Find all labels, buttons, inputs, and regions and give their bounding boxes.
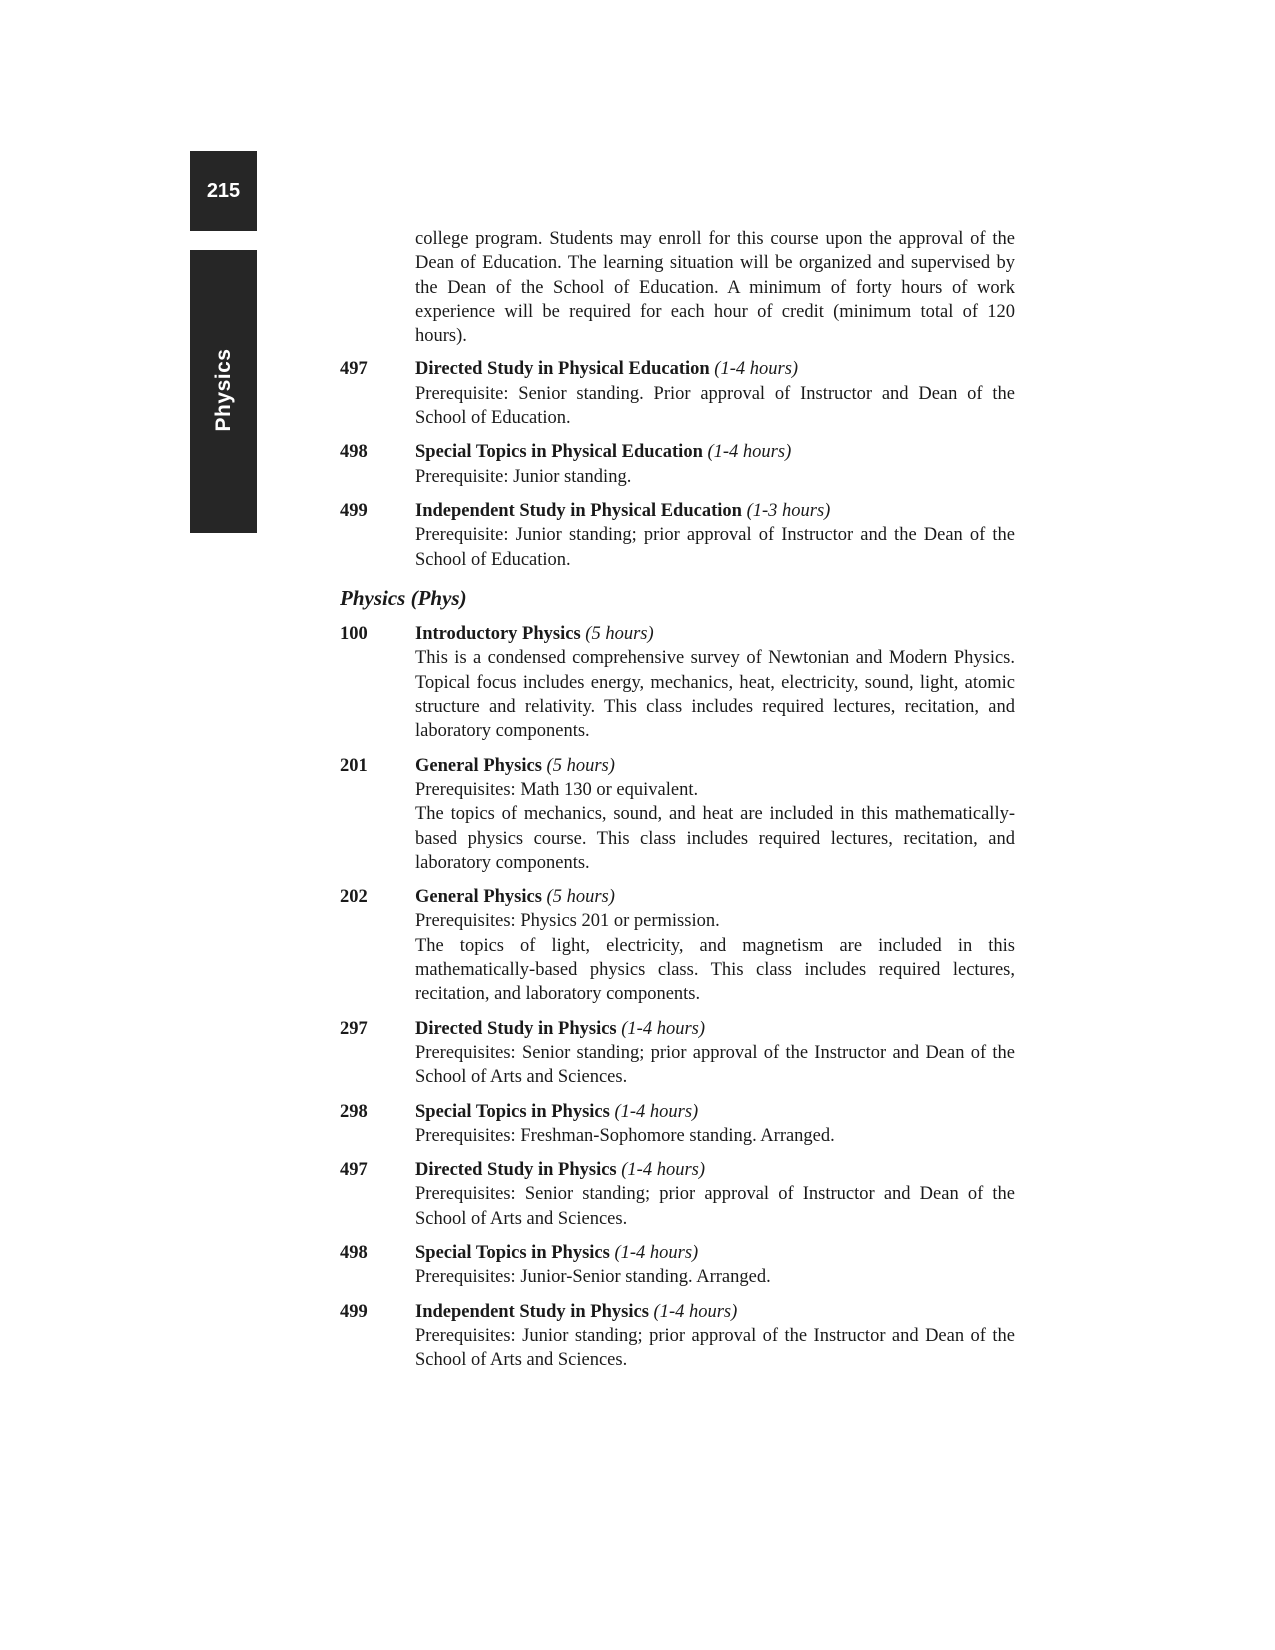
course-hours: (1-4 hours): [714, 359, 799, 380]
course-entry: [340, 499, 1015, 572]
course-title: Directed Study in Physics: [415, 1018, 617, 1039]
course-heading: [415, 499, 1015, 523]
course-number: 499: [340, 1301, 368, 1322]
course-number: 498: [340, 442, 368, 463]
course-description: Prerequisites: Junior standing; prior approval of the Instructor and Dean of the School of Arts and Sciences.: [415, 1325, 1015, 1371]
course-entry: [340, 1100, 1015, 1149]
course-title: Independent Study in Physical Education: [415, 500, 742, 521]
course-body: [415, 1017, 1015, 1090]
course-number: 498: [340, 1242, 368, 1263]
course-number: 499: [340, 500, 368, 521]
course-description: This is a condensed comprehensive survey of Newtonian and Modern Physics. Topical focus includes energy, mechanics, heat, electricity, sound, light, atomic structure and relativity. This class includes required lectures, recitation, and laboratory components.: [415, 648, 1015, 742]
course-entry: [340, 1241, 1015, 1290]
course-title: Special Topics in Physics: [415, 1242, 610, 1263]
course-entry: [340, 1158, 1015, 1231]
course-hours: (1-4 hours): [653, 1301, 738, 1322]
course-hours: (5 hours): [546, 887, 615, 908]
course-heading: [415, 440, 1015, 464]
course-title: Independent Study in Physics: [415, 1301, 649, 1322]
section-tab-label: Physics: [211, 348, 235, 432]
course-heading: [415, 1017, 1015, 1041]
course-body: [415, 499, 1015, 572]
course-body: [415, 440, 1015, 489]
course-description: Prerequisite: Junior standing; prior approval of Instructor and the Dean of the School of Education.: [415, 525, 1015, 570]
intro-paragraph: college program. Students may enroll for this course upon the approval of the Dean of Education. The learning situation will be organized and supervised by the Dean of the School of Education. A minimum of forty hours of work experience will be required for each hour of credit (minimum total of 120 hours).: [415, 229, 1015, 347]
course-entry: [340, 1017, 1015, 1090]
course-heading: [415, 885, 1015, 909]
course-number: 100: [340, 624, 368, 645]
course-description: Prerequisites: Math 130 or equivalent.: [415, 779, 699, 800]
course-entry: [340, 1300, 1015, 1373]
course-body: [415, 1158, 1015, 1231]
course-title: Directed Study in Physics: [415, 1160, 617, 1181]
course-body: [415, 1100, 1015, 1149]
course-heading: [415, 1241, 1015, 1265]
course-description: Prerequisites: Junior-Senior standing. Arranged.: [415, 1267, 771, 1288]
course-hours: (5 hours): [546, 755, 615, 776]
course-heading: [415, 357, 1015, 381]
course-description: The topics of light, electricity, and magnetism are included in this mathematically-based physics class. This class includes required lectures, recitation, and laboratory components.: [415, 935, 1015, 1005]
course-heading: [415, 622, 1015, 646]
course-title: Introductory Physics: [415, 624, 581, 645]
course-entry: [340, 440, 1015, 489]
course-number: 497: [340, 1160, 368, 1181]
course-description: Prerequisite: Junior standing.: [415, 466, 632, 487]
section-tab: [190, 250, 257, 533]
course-heading: [415, 1100, 1015, 1124]
course-body: [415, 754, 1015, 875]
course-body: [415, 357, 1015, 430]
course-title: Special Topics in Physics: [415, 1101, 610, 1122]
course-entry: [340, 885, 1015, 1006]
course-hours: (5 hours): [585, 624, 654, 645]
course-description: Prerequisites: Physics 201 or permission.: [415, 911, 720, 932]
page-number-tab: [190, 151, 257, 231]
course-hours: (1-3 hours): [746, 500, 831, 521]
course-hours: (1-4 hours): [614, 1242, 699, 1263]
course-description: Prerequisite: Senior standing. Prior approval of Instructor and Dean of the School of Education.: [415, 383, 1015, 429]
course-description: Prerequisites: Freshman-Sophomore standing. Arranged.: [415, 1125, 835, 1146]
course-number: 297: [340, 1018, 368, 1039]
section-heading: Physics (Phys): [340, 585, 467, 610]
course-heading: [415, 1158, 1015, 1182]
course-entry: [340, 357, 1015, 430]
course-hours: (1-4 hours): [621, 1160, 706, 1181]
course-title: Directed Study in Physical Education: [415, 359, 710, 380]
course-hours: (1-4 hours): [614, 1101, 699, 1122]
course-title: General Physics: [415, 887, 542, 908]
course-number: 201: [340, 755, 368, 776]
page-number: 215: [206, 179, 241, 202]
course-body: [415, 1300, 1015, 1373]
course-number: 298: [340, 1101, 368, 1122]
course-hours: (1-4 hours): [707, 442, 792, 463]
course-title: Special Topics in Physical Education: [415, 442, 703, 463]
course-description: Prerequisites: Senior standing; prior approval of Instructor and Dean of the School of Arts and Sciences.: [415, 1184, 1015, 1229]
physics-course-list: [340, 622, 1015, 1372]
course-description: Prerequisites: Senior standing; prior approval of the Instructor and Dean of the School of Arts and Sciences.: [415, 1042, 1015, 1088]
course-number: 497: [340, 359, 368, 380]
course-heading: [415, 1300, 1015, 1324]
course-description: The topics of mechanics, sound, and heat are included in this mathematically-based physics course. This class includes required lectures, recitation, and laboratory components.: [415, 804, 1015, 873]
course-title: General Physics: [415, 755, 542, 776]
course-heading: [415, 754, 1015, 778]
pe-course-list: [340, 357, 1015, 571]
course-body: [415, 885, 1015, 1006]
course-body: [415, 622, 1015, 743]
course-number: 202: [340, 887, 368, 908]
course-hours: (1-4 hours): [621, 1018, 706, 1039]
course-entry: [340, 622, 1015, 743]
course-body: [415, 1241, 1015, 1290]
course-entry: [340, 754, 1015, 875]
catalog-content: [340, 227, 1015, 1382]
